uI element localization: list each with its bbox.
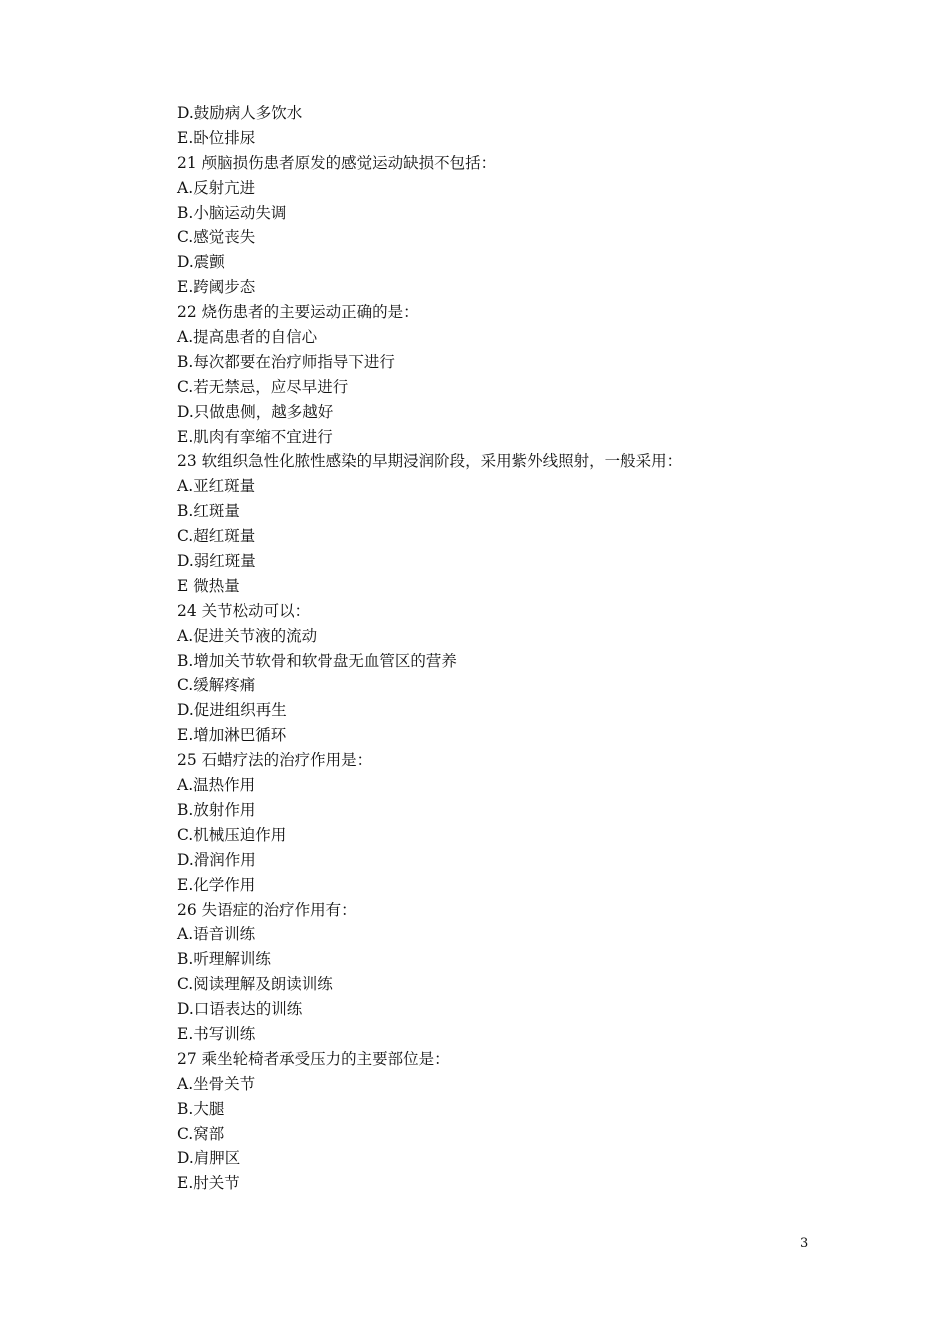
question-line: 27 乘坐轮椅者承受压力的主要部位是： [177,1049,450,1068]
document-body [177,101,817,1196]
option-line: D.只做患侧，越多越好 [177,402,334,421]
option-line: C.超红斑量 [177,527,256,546]
option-line: B.听理解训练 [177,950,271,969]
option-line: A.反射亢进 [177,178,256,197]
option-line: B.大腿 [177,1099,225,1118]
question-line: 26 失语症的治疗作用有： [177,900,357,919]
option-line: E.书写训练 [177,1024,256,1043]
option-line: E 微热量 [177,576,240,595]
option-line: B.红斑量 [177,502,240,521]
option-line: D.滑润作用 [177,850,256,869]
option-line: A.语音训练 [177,925,256,944]
option-line: E.肌肉有挛缩不宜进行 [177,427,333,446]
option-line: E.肘关节 [177,1174,240,1193]
question-line: 24 关节松动可以： [177,601,311,620]
question-line: 23 软组织急性化脓性感染的早期浸润阶段，采用紫外线照射，一般采用： [177,452,683,471]
option-line: E.卧位排尿 [177,128,256,147]
option-line: D.鼓励病人多饮水 [177,104,303,122]
option-line: D.肩胛区 [177,1149,241,1168]
option-line: D.震颤 [177,253,225,272]
page-number: 3 [800,1236,809,1251]
option-line: B.小脑运动失调 [177,203,287,222]
question-line: 22 烧伤患者的主要运动正确的是： [177,303,419,322]
option-line: A.温热作用 [177,776,256,795]
option-line: C.若无禁忌，应尽早进行 [177,377,349,396]
option-line: B.增加关节软骨和软骨盘无血管区的营养 [177,651,457,670]
option-line: E.增加淋巴循环 [177,726,287,745]
option-line: D.促进组织再生 [177,701,287,720]
option-line: A.亚红斑量 [177,477,256,496]
option-line: A.促进关节液的流动 [177,626,318,645]
option-line: C.感觉丧失 [177,228,256,247]
option-line: D.弱红斑量 [177,552,256,571]
option-line: D.口语表达的训练 [177,1000,303,1019]
option-line: C.机械压迫作用 [177,825,287,844]
option-line: C.阅读理解及朗读训练 [177,975,333,994]
question-line: 21 颅脑损伤患者原发的感觉运动缺损不包括： [177,153,497,172]
option-line: A.提高患者的自信心 [177,328,318,347]
option-line: B.每次都要在治疗师指导下进行 [177,352,395,371]
option-line: A.坐骨关节 [177,1074,256,1093]
option-line: E.跨阈步态 [177,278,256,297]
option-line: E.化学作用 [177,875,256,894]
option-line: C.窝部 [177,1124,225,1143]
option-line: C.缓解疼痛 [177,676,256,695]
question-line: 25 石蜡疗法的治疗作用是： [177,751,373,770]
option-line: B.放射作用 [177,800,256,819]
